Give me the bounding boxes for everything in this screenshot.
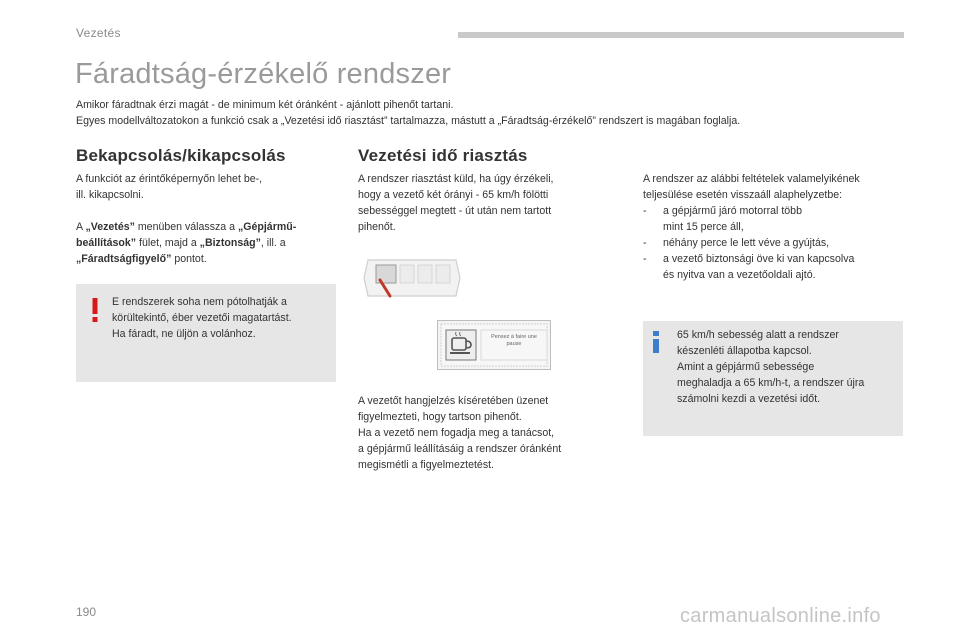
info-box: [643, 321, 903, 436]
text-line: a vezető biztonsági öve ki van kapcsolva: [663, 253, 855, 265]
text-line: Ha a vezető nem fogadja meg a tanácsot,: [358, 427, 555, 439]
text-line: beállítások” fület, majd a „Biztonság”, ill. a: [76, 237, 286, 249]
heading-activation: Bekapcsolás/kikapcsolás: [76, 146, 286, 165]
text-line: sebességgel megtett - út után nem tartott: [358, 205, 552, 217]
text-line: A rendszer az alábbi feltételek valamelyikének: [643, 173, 860, 185]
intro-text: [76, 97, 916, 129]
list-dash: -: [643, 237, 647, 249]
col1-paragraph-1: [76, 171, 336, 203]
text-line: a gépjármű járó motorral több: [663, 205, 802, 217]
text-line: néhány perce le lett véve a gyújtás,: [663, 237, 830, 249]
text-line: teljesülése esetén visszaáll alaphelyzetbe:: [643, 189, 843, 201]
text-line: számolni kezdi a vezetési időt.: [677, 393, 821, 405]
text-line: Amint a gépjármű sebessége: [677, 361, 815, 373]
control-panel-illustration: [362, 256, 462, 300]
section-label: Vezetés: [76, 26, 121, 40]
text-line: hogy a vezető két órányi - 65 km/h fölötti: [358, 189, 549, 201]
text-line: pihenőt.: [358, 221, 396, 233]
display-illustration: [437, 320, 551, 370]
header-bar: [458, 32, 904, 38]
text-line: Ha fáradt, ne üljön a volánhoz.: [112, 328, 256, 340]
col2-paragraph-1: [358, 171, 618, 235]
col2-paragraph-2: [358, 393, 620, 473]
text-line: meghaladja a 65 km/h-t, a rendszer újra: [677, 377, 865, 389]
text-line: A vezetőt hangjelzés kíséretében üzenet: [358, 395, 549, 407]
list-dash: -: [643, 205, 647, 217]
watermark: carmanualsonline.info: [680, 605, 881, 627]
text-line: „Fáradtságfigyelő” pontot.: [76, 253, 207, 265]
list-item: [643, 251, 913, 283]
text-line: A „Vezetés” menüben válassza a „Gépjármű-: [76, 221, 297, 233]
text-line: A rendszer riasztást küld, ha úgy érzékeli,: [358, 173, 554, 185]
heading-driving-time-alert: Vezetési idő riasztás: [358, 146, 528, 165]
text-line: a gépjármű leállításáig a rendszer óránként: [358, 443, 562, 455]
page-number: 190: [76, 605, 97, 619]
text-line: E rendszerek soha nem pótolhatják a: [112, 296, 287, 308]
info-text: [677, 327, 899, 407]
warning-box: [76, 284, 336, 382]
text-line: ill. kikapcsolni.: [76, 189, 144, 201]
list-item: [643, 235, 913, 251]
text-line: 65 km/h sebesség alatt a rendszer: [677, 329, 839, 341]
text-line: és nyitva van a vezetőoldali ajtó.: [663, 269, 816, 281]
intro-line: Egyes modellváltozatokon a funkció csak a „Vezetési idő riasztást” tartalmazza, mástutt a „Fáradtság-érzékelő” rendszert is magában foglalja.: [76, 115, 741, 127]
reset-conditions: [643, 171, 913, 283]
list-item: [643, 203, 913, 235]
text-line: A funkciót az érintőképernyőn lehet be-,: [76, 173, 263, 185]
warning-text: [112, 294, 330, 342]
page-title: Fáradtság-érzékelő rendszer: [75, 58, 452, 90]
text-line: körültekintő, éber vezetői magatartást.: [112, 312, 292, 324]
display-message: Pensez à faire une pause: [491, 334, 537, 347]
list-dash: -: [643, 253, 647, 265]
text-line: figyelmezteti, hogy tartson pihenőt.: [358, 411, 522, 423]
text-line: készenléti állapotba kapcsol.: [677, 345, 812, 357]
col1-paragraph-2: [76, 219, 338, 267]
exclamation-icon: [90, 298, 100, 320]
intro-line: Amikor fáradtnak érzi magát - de minimum két óránként - ajánlott pihenőt tartani.: [76, 99, 454, 111]
text-line: mint 15 perce áll,: [663, 221, 744, 233]
info-icon: [651, 331, 661, 353]
text-line: megismétli a figyelmeztetést.: [358, 459, 495, 471]
